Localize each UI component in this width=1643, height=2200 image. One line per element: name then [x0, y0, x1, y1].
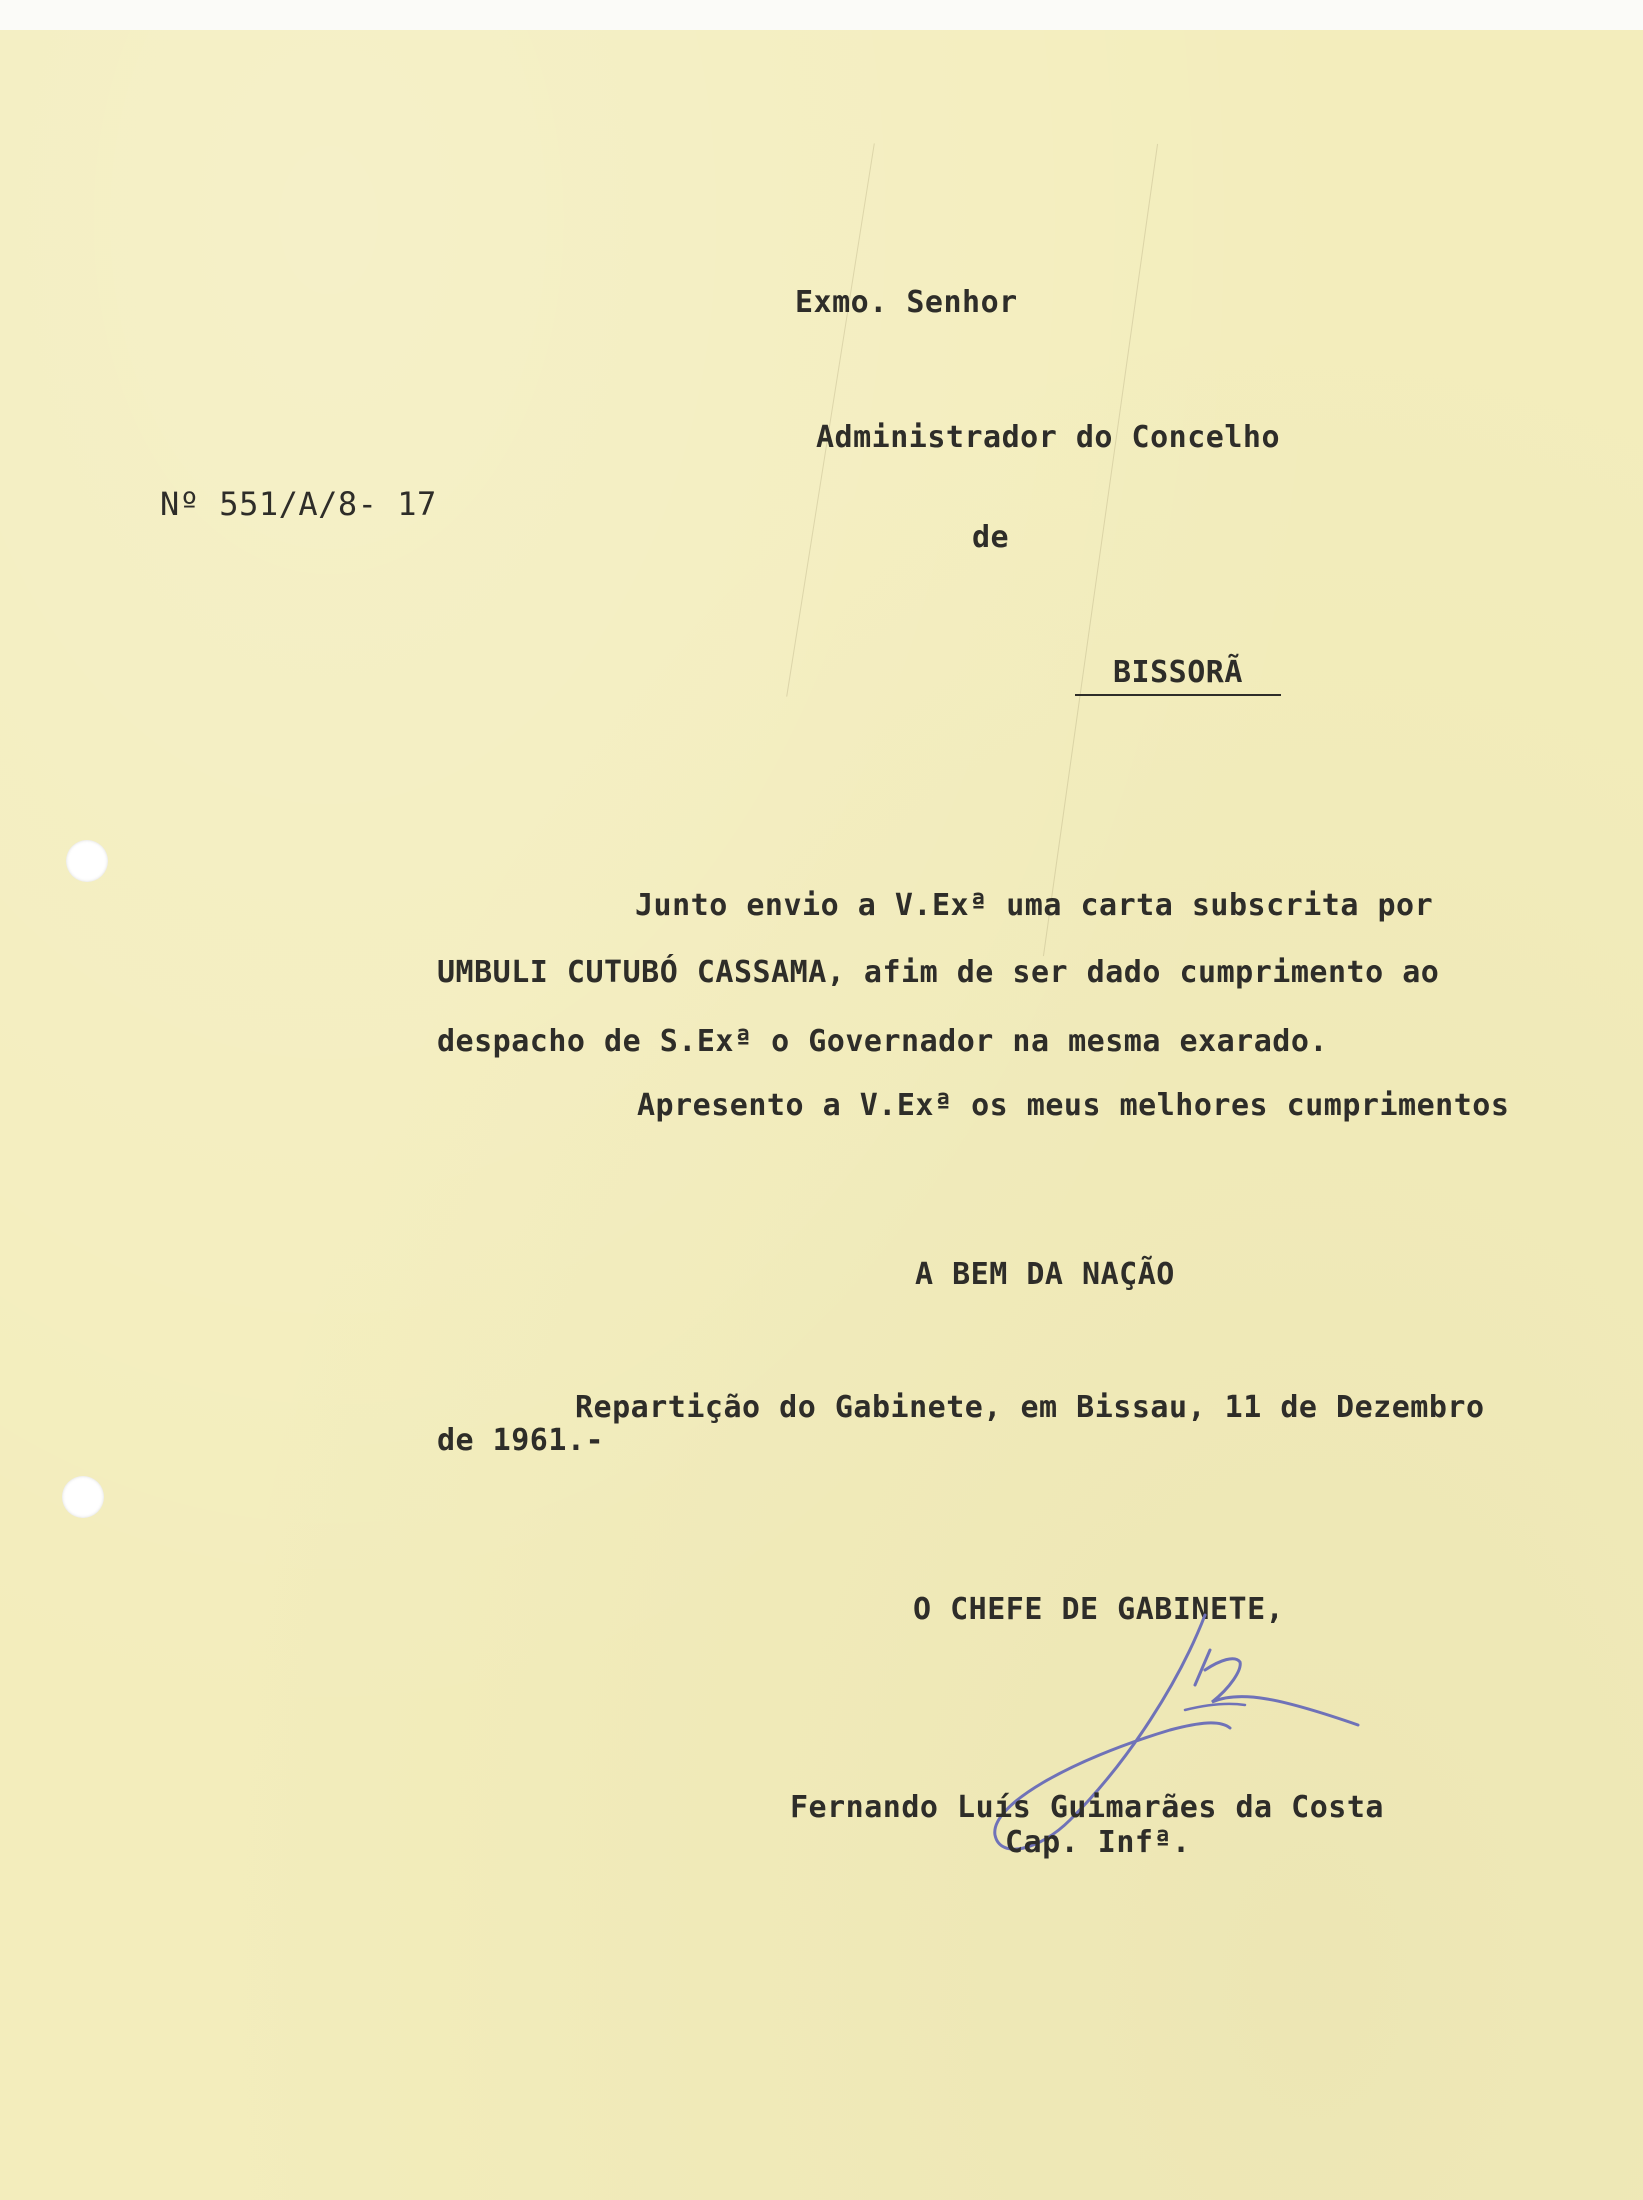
- punch-hole: [62, 1476, 104, 1518]
- body-line-1: Junto envio a V.Exª uma carta subscrita por: [635, 888, 1434, 923]
- motto: A BEM DA NAÇÃO: [915, 1257, 1175, 1292]
- signer-name: Fernando Luís Guimarães da Costa: [790, 1790, 1384, 1825]
- sign-off: O CHEFE DE GABINETE,: [913, 1592, 1285, 1627]
- body-line-3: despacho de S.Exª o Governador na mesma exarado.: [437, 1024, 1328, 1059]
- scan-margin: [0, 0, 1643, 30]
- body-line-4: Apresento a V.Exª os meus melhores cumprimentos: [637, 1088, 1510, 1123]
- recipient-de: de: [972, 520, 1010, 555]
- body-line-2: UMBULI CUTUBÓ CASSAMA, afim de ser dado cumprimento ao: [437, 955, 1440, 990]
- place-date-line-2: de 1961.-: [437, 1423, 605, 1458]
- recipient-title: Administrador do Concelho: [816, 420, 1281, 455]
- reference-number: Nº 551/A/8- 17: [160, 485, 437, 523]
- punch-hole: [66, 840, 108, 882]
- salutation: Exmo. Senhor: [795, 285, 1018, 320]
- paper-crease: [1043, 144, 1158, 956]
- place-date-line-1: Repartição do Gabinete, em Bissau, 11 de Dezembro: [575, 1390, 1485, 1425]
- recipient-place: BISSORÃ: [1075, 655, 1281, 696]
- signer-rank: Cap. Infª.: [1005, 1825, 1191, 1860]
